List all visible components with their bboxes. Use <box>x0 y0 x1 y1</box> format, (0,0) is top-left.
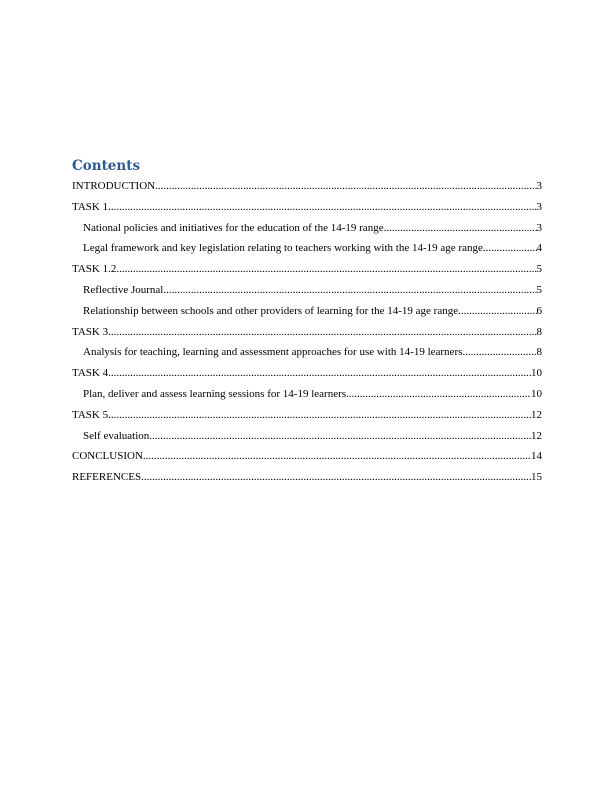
toc-entry-page: 5 <box>536 263 542 276</box>
toc-entry-legal-framework[interactable] <box>72 238 542 259</box>
toc-dot-leader <box>149 426 531 447</box>
toc-entry-conclusion[interactable] <box>72 446 542 467</box>
table-of-contents <box>72 156 542 488</box>
toc-entry-text: REFERENCES <box>72 471 142 484</box>
toc-entry-page: 3 <box>536 180 542 192</box>
toc-entry-task-5[interactable] <box>72 405 542 426</box>
toc-entry-page: 3 <box>536 200 542 213</box>
toc-entry-text: Analysis for teaching, learning and assessment approaches for use with 14-19 learners <box>83 346 463 359</box>
toc-entry-text: TASK 5 <box>72 408 109 421</box>
toc-dot-leader <box>483 238 537 259</box>
toc-dot-leader <box>155 176 536 197</box>
toc-entry-text: TASK 3 <box>72 325 109 338</box>
toc-dot-leader <box>462 342 536 363</box>
toc-dot-leader <box>108 405 531 426</box>
toc-dot-leader <box>458 301 536 322</box>
toc-entry-text: National policies and initiatives for the education of the 14-19 range <box>83 221 384 234</box>
toc-entry-task-4[interactable] <box>72 363 542 384</box>
toc-dot-leader <box>116 259 536 280</box>
toc-entry-page: 8 <box>536 325 542 338</box>
toc-entry-reflective-journal[interactable] <box>72 280 542 301</box>
toc-entry-analysis-teaching[interactable] <box>72 342 542 363</box>
toc-entry-text: CONCLUSION <box>72 450 143 463</box>
toc-entry-page: 15 <box>531 471 542 484</box>
toc-dot-leader <box>108 322 536 343</box>
toc-entry-relationship-schools[interactable] <box>72 301 542 322</box>
toc-dot-leader <box>108 363 531 384</box>
toc-entry-references[interactable] <box>72 467 542 488</box>
toc-list <box>72 176 542 488</box>
toc-entry-page: 4 <box>536 242 542 255</box>
toc-dot-leader <box>163 280 536 301</box>
toc-entry-page: 5 <box>536 283 542 296</box>
toc-entry-task-1[interactable] <box>72 197 542 218</box>
toc-entry-text: Reflective Journal <box>83 283 164 296</box>
toc-entry-plan-deliver[interactable] <box>72 384 542 405</box>
toc-entry-page: 12 <box>531 429 542 442</box>
toc-entry-page: 14 <box>531 450 542 463</box>
toc-entry-page: 6 <box>536 304 542 317</box>
toc-entry-text: Legal framework and key legislation relating to teachers working with the 14-19 age range <box>83 242 483 255</box>
toc-dot-leader <box>384 218 537 239</box>
toc-dot-leader <box>346 384 531 405</box>
toc-entry-text: Self evaluation <box>83 429 150 442</box>
toc-dot-leader <box>141 467 531 488</box>
toc-entry-introduction[interactable] <box>72 176 542 197</box>
toc-entry-text: INTRODUCTION <box>72 180 156 192</box>
toc-entry-national-policies[interactable] <box>72 218 542 239</box>
toc-entry-text: Relationship between schools and other providers of learning for the 14-19 age range <box>83 304 459 317</box>
toc-entry-text: TASK 1.2 <box>72 263 117 276</box>
toc-entry-text: TASK 1 <box>72 200 109 213</box>
toc-entry-page: 12 <box>531 408 542 421</box>
toc-title: Contents <box>72 158 141 174</box>
toc-entry-text: Plan, deliver and assess learning sessions for 14-19 learners <box>83 387 347 400</box>
toc-entry-task-1-2[interactable] <box>72 259 542 280</box>
toc-entry-page: 10 <box>531 387 542 400</box>
toc-entry-task-3[interactable] <box>72 322 542 343</box>
toc-dot-leader <box>143 446 531 467</box>
toc-entry-page: 3 <box>536 221 542 234</box>
toc-entry-text: TASK 4 <box>72 367 109 380</box>
toc-entry-self-evaluation[interactable] <box>72 426 542 447</box>
toc-entry-page: 10 <box>531 367 542 380</box>
toc-entry-page: 8 <box>536 346 542 359</box>
toc-dot-leader <box>108 197 536 218</box>
